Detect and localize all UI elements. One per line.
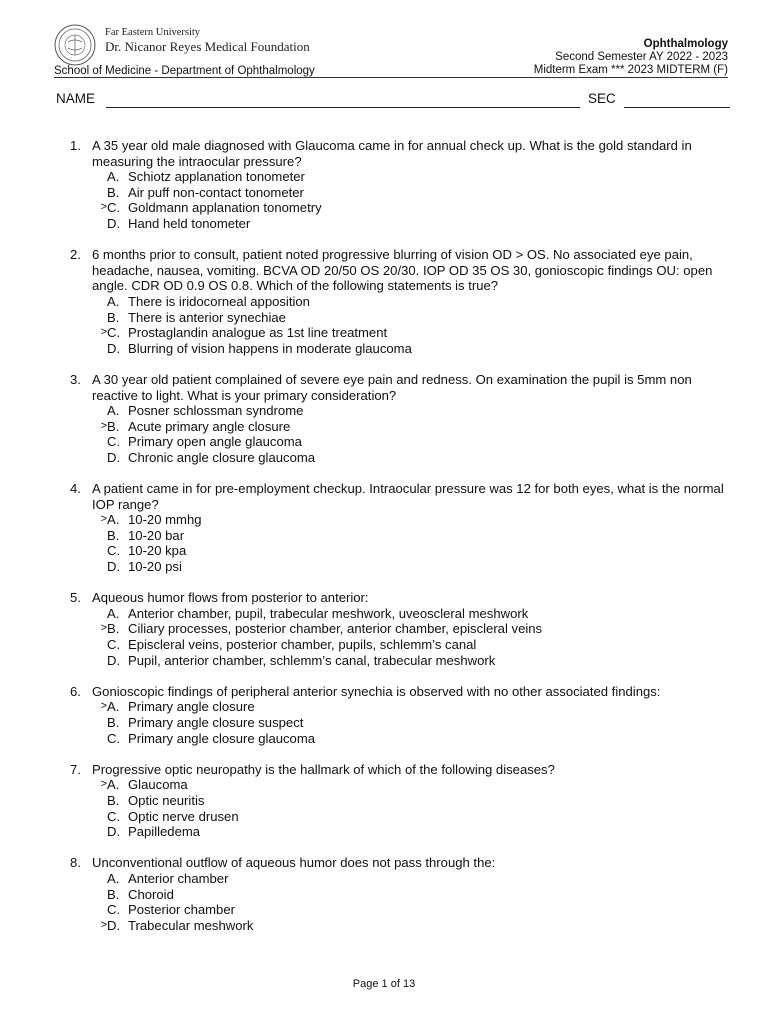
answer-choice bbox=[70, 824, 728, 840]
department-label: School of Medicine - Department of Ophthalmology bbox=[54, 65, 315, 77]
answer-marker bbox=[98, 434, 107, 450]
choice-text: Posterior chamber bbox=[128, 902, 235, 918]
choice-letter: D. bbox=[107, 449, 121, 465]
answer-marker: > bbox=[100, 201, 107, 214]
choice-letter: A. bbox=[107, 870, 120, 886]
answer-marker bbox=[98, 559, 107, 575]
choice-text: 10-20 kpa bbox=[128, 543, 187, 559]
semester-label: Second Semester AY 2022 - 2023 bbox=[555, 51, 728, 63]
choice-text: Pupil, anterior chamber, schlemm’s canal, trabecular meshwork bbox=[128, 652, 496, 668]
question-stem bbox=[70, 684, 728, 700]
choice-text: Acute primary angle closure bbox=[128, 418, 291, 434]
header-divider bbox=[54, 77, 728, 78]
answer-choice bbox=[70, 341, 728, 357]
choice-text: Optic nerve drusen bbox=[128, 808, 239, 824]
answer-choice bbox=[70, 777, 728, 793]
choice-text: There is iridocorneal apposition bbox=[128, 293, 310, 309]
answer-choice bbox=[70, 434, 728, 450]
answer-marker bbox=[98, 543, 107, 559]
name-field-line[interactable] bbox=[106, 107, 580, 108]
choice-text: 10-20 bar bbox=[128, 527, 185, 543]
question-text: Progressive optic neuropathy is the hallmark of which of the following diseases? bbox=[92, 761, 555, 777]
answer-marker bbox=[98, 310, 107, 326]
answer-choice bbox=[70, 169, 728, 185]
answer-marker bbox=[98, 653, 107, 669]
question-stem bbox=[70, 590, 728, 606]
choice-letter: C. bbox=[107, 543, 121, 559]
question-stem bbox=[70, 138, 728, 169]
choice-letter: D. bbox=[107, 824, 121, 840]
sec-field-line[interactable] bbox=[624, 107, 730, 108]
choice-text: Goldmann applanation tonometry bbox=[128, 200, 322, 216]
answer-marker: > bbox=[100, 622, 107, 635]
answer-marker bbox=[98, 606, 107, 622]
choice-text: Glaucoma bbox=[128, 777, 188, 793]
answer-marker bbox=[98, 809, 107, 825]
answer-choice bbox=[70, 871, 728, 887]
answer-choice bbox=[70, 185, 728, 201]
answer-choice bbox=[70, 543, 728, 559]
choice-text: Air puff non-contact tonometer bbox=[128, 184, 304, 200]
choice-letter: B. bbox=[107, 418, 120, 434]
choice-text: 10-20 psi bbox=[128, 559, 182, 575]
answer-choice bbox=[70, 793, 728, 809]
choice-text: 10-20 mmhg bbox=[128, 512, 202, 528]
answer-marker bbox=[98, 637, 107, 653]
answer-marker bbox=[98, 824, 107, 840]
question-item bbox=[70, 372, 728, 466]
question-text: A 30 year old patient complained of severe eye pain and redness. On examination the pupil is 5mm non reactive to light. What is your primary consideration? bbox=[92, 371, 692, 403]
answer-marker: > bbox=[100, 918, 107, 931]
question-text: 6 months prior to consult, patient noted progressive blurring of vision OD > OS. No associated eye pain, headache, nausea, vomiting. BCVA OD 20/50 OS 20/30. IOP OD 35 OS 30, gonioscopic findings OU: open angle. CDR OD 0.9 OS 0.8. Which of the following statements is true? bbox=[92, 247, 713, 294]
question-item bbox=[70, 762, 728, 840]
answer-choice bbox=[70, 528, 728, 544]
answer-choice bbox=[70, 731, 728, 747]
question-stem bbox=[70, 855, 728, 871]
choice-text: Hand held tonometer bbox=[128, 215, 251, 231]
question-number: 1. bbox=[70, 138, 81, 153]
question-number: 6. bbox=[70, 683, 81, 699]
exam-info bbox=[534, 38, 728, 77]
choice-letter: A. bbox=[107, 169, 120, 185]
answer-choice bbox=[70, 294, 728, 310]
choice-letter: C. bbox=[107, 730, 121, 746]
university-seal-icon bbox=[54, 24, 96, 66]
subject-title: Ophthalmology bbox=[643, 38, 728, 50]
choice-text: Papilledema bbox=[128, 824, 201, 840]
choice-letter: C. bbox=[107, 434, 121, 450]
choice-text: Blurring of vision happens in moderate glaucoma bbox=[128, 340, 412, 356]
question-stem bbox=[70, 762, 728, 778]
question-number: 7. bbox=[70, 761, 81, 777]
question-stem bbox=[70, 247, 728, 294]
question-number: 2. bbox=[70, 247, 81, 263]
answer-choice bbox=[70, 809, 728, 825]
question-item bbox=[70, 247, 728, 356]
choice-letter: A. bbox=[107, 777, 120, 793]
question-item bbox=[70, 684, 728, 746]
choice-text: Prostaglandin analogue as 1st line treatment bbox=[128, 325, 388, 341]
choice-letter: D. bbox=[107, 917, 121, 933]
choice-text: Chronic angle closure glaucoma bbox=[128, 449, 316, 465]
question-item bbox=[70, 855, 728, 933]
choice-text: Primary angle closure glaucoma bbox=[128, 730, 316, 746]
choice-text: Primary angle closure suspect bbox=[128, 714, 304, 730]
institution-line1: Far Eastern University bbox=[105, 27, 201, 38]
choice-text: Anterior chamber bbox=[128, 870, 229, 886]
page-number: Page 1 of 13 bbox=[352, 978, 416, 990]
answer-marker bbox=[98, 902, 107, 918]
choice-text: Primary open angle glaucoma bbox=[128, 434, 302, 450]
choice-letter: C. bbox=[107, 325, 121, 341]
choice-text: Schiotz applanation tonometer bbox=[128, 169, 305, 185]
answer-choice bbox=[70, 715, 728, 731]
question-number: 8. bbox=[70, 855, 81, 871]
question-text: A 35 year old male diagnosed with Glaucoma came in for annual check up. What is the gold standard in measuring the intraocular pressure? bbox=[92, 138, 692, 169]
answer-choice bbox=[70, 403, 728, 419]
choice-letter: A. bbox=[107, 512, 120, 528]
answer-marker: > bbox=[100, 419, 107, 432]
question-text: A patient came in for pre-employment checkup. Intraocular pressure was 12 for both eyes, what is the normal IOP range? bbox=[92, 481, 724, 512]
choice-text: Ciliary processes, posterior chamber, anterior chamber, episcleral veins bbox=[128, 621, 543, 637]
answer-choice bbox=[70, 419, 728, 435]
answer-marker bbox=[98, 887, 107, 903]
name-section-row bbox=[56, 91, 730, 111]
choice-letter: B. bbox=[107, 886, 120, 902]
choice-letter: B. bbox=[107, 621, 120, 637]
question-text: Aqueous humor flows from posterior to anterior: bbox=[92, 590, 369, 606]
choice-text: Primary angle closure bbox=[128, 699, 255, 715]
answer-marker bbox=[98, 216, 107, 232]
answer-marker bbox=[98, 341, 107, 357]
answer-marker: > bbox=[100, 326, 107, 339]
answer-marker bbox=[98, 871, 107, 887]
answer-marker bbox=[98, 294, 107, 310]
question-number: 5. bbox=[70, 590, 81, 606]
question-text: Gonioscopic findings of peripheral anterior synechia is observed with no other associated findings: bbox=[92, 683, 661, 699]
choice-letter: C. bbox=[107, 200, 121, 216]
question-stem bbox=[70, 372, 728, 403]
answer-marker bbox=[98, 528, 107, 544]
page-header bbox=[54, 22, 728, 78]
choice-letter: D. bbox=[107, 652, 121, 668]
choice-letter: A. bbox=[107, 605, 120, 621]
answer-marker bbox=[98, 185, 107, 201]
question-text: Unconventional outflow of aqueous humor does not pass through the: bbox=[92, 855, 496, 871]
choice-letter: A. bbox=[107, 403, 120, 419]
choice-letter: B. bbox=[107, 184, 120, 200]
choice-letter: B. bbox=[107, 714, 120, 730]
answer-choice bbox=[70, 902, 728, 918]
answer-marker bbox=[98, 403, 107, 419]
choice-letter: C. bbox=[107, 808, 121, 824]
answer-choice bbox=[70, 559, 728, 575]
answer-choice bbox=[70, 887, 728, 903]
answer-choice bbox=[70, 653, 728, 669]
choice-text: There is anterior synechiae bbox=[128, 309, 286, 325]
answer-marker: > bbox=[100, 513, 107, 526]
sec-label: SEC bbox=[588, 91, 616, 106]
answer-choice bbox=[70, 637, 728, 653]
question-item bbox=[70, 590, 728, 668]
choice-text: Posner schlossman syndrome bbox=[128, 403, 304, 419]
choice-letter: C. bbox=[107, 637, 121, 652]
question-item bbox=[70, 138, 728, 232]
answer-marker bbox=[98, 715, 107, 731]
choice-letter: B. bbox=[107, 309, 120, 325]
choice-letter: B. bbox=[107, 792, 120, 808]
answer-choice bbox=[70, 325, 728, 341]
choice-letter: D. bbox=[107, 340, 121, 356]
name-label: NAME bbox=[56, 91, 96, 106]
choice-letter: B. bbox=[107, 527, 120, 543]
choice-letter: D. bbox=[107, 215, 121, 231]
answer-choice bbox=[70, 450, 728, 466]
answer-choice bbox=[70, 512, 728, 528]
choice-text: Anterior chamber, pupil, trabecular meshwork, uveoscleral meshwork bbox=[128, 605, 529, 621]
choice-letter: D. bbox=[107, 559, 121, 575]
institution-line2: Dr. Nicanor Reyes Medical Foundation bbox=[105, 39, 310, 54]
question-stem bbox=[70, 481, 728, 512]
exam-label: Midterm Exam *** 2023 MIDTERM (F) bbox=[533, 64, 728, 76]
question-number: 4. bbox=[70, 481, 81, 497]
choice-text: Episcleral veins, posterior chamber, pupils, schlemm’s canal bbox=[128, 637, 477, 652]
choice-letter: C. bbox=[107, 902, 121, 918]
answer-choice bbox=[70, 918, 728, 934]
choice-letter: A. bbox=[107, 699, 120, 715]
answer-marker bbox=[98, 450, 107, 466]
answer-choice bbox=[70, 200, 728, 216]
answer-choice bbox=[70, 310, 728, 326]
answer-choice bbox=[70, 216, 728, 232]
choice-letter: A. bbox=[107, 293, 120, 309]
answer-marker: > bbox=[100, 778, 107, 791]
answer-choice bbox=[70, 699, 728, 715]
answer-choice bbox=[70, 606, 728, 622]
choice-text: Trabecular meshwork bbox=[128, 917, 254, 933]
institution-name bbox=[105, 27, 310, 55]
choice-text: Choroid bbox=[128, 886, 174, 902]
answer-marker bbox=[98, 731, 107, 747]
answer-marker bbox=[98, 793, 107, 809]
answer-marker bbox=[98, 169, 107, 185]
question-list bbox=[70, 138, 728, 949]
answer-choice bbox=[70, 621, 728, 637]
question-number: 3. bbox=[70, 371, 81, 387]
answer-marker: > bbox=[100, 700, 107, 713]
choice-text: Optic neuritis bbox=[128, 792, 205, 808]
question-item bbox=[70, 481, 728, 575]
